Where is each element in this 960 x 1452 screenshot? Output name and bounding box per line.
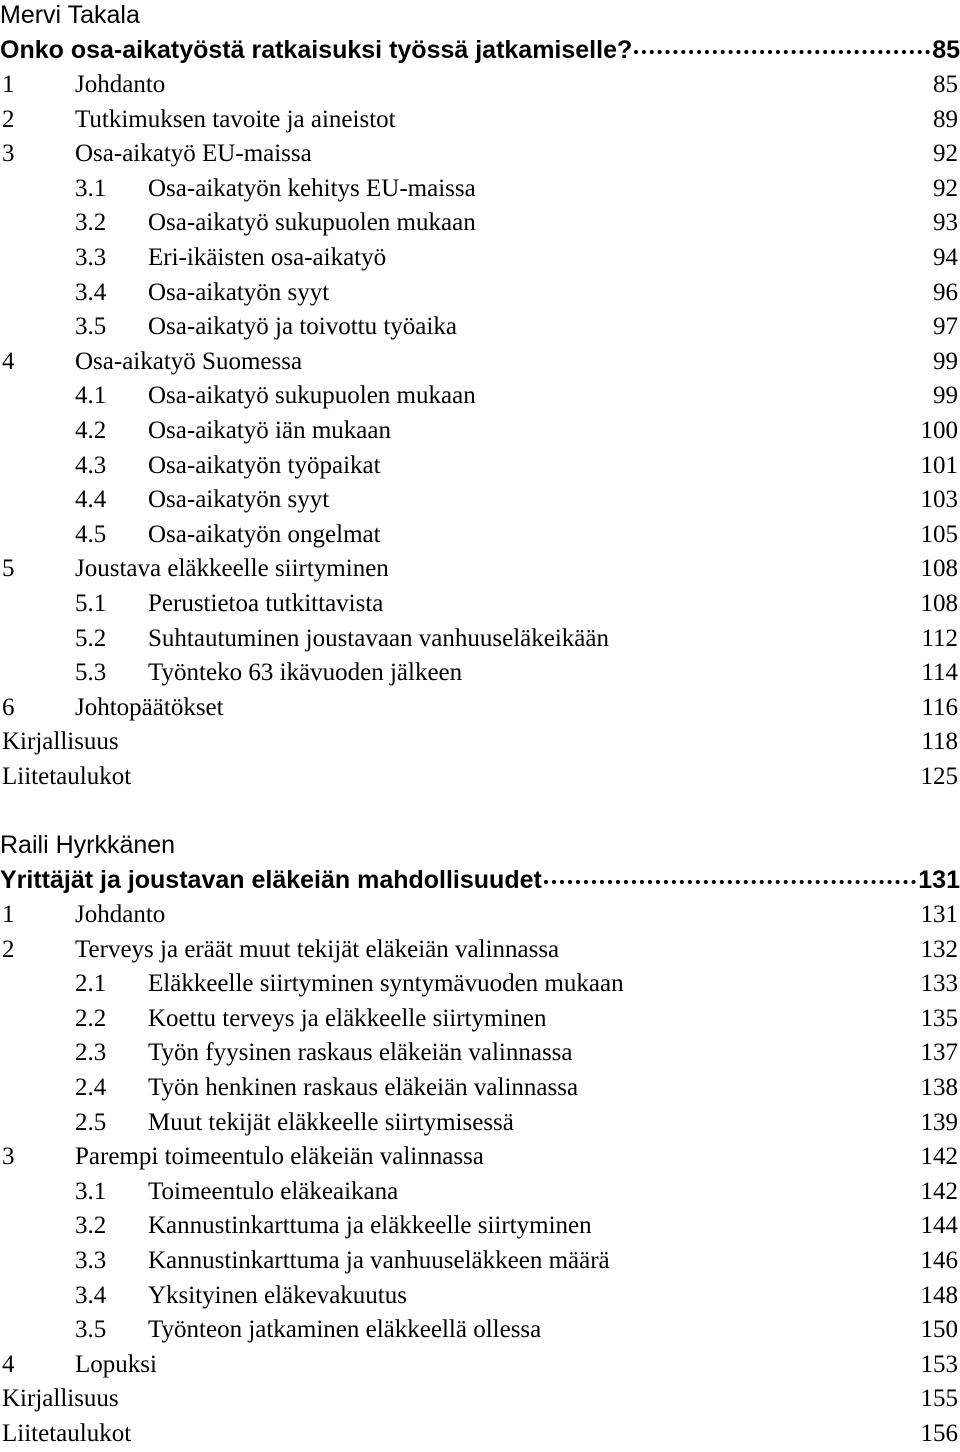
entry-label: Osa-aikatyön ongelmat — [148, 520, 381, 548]
entry-number: 3 — [2, 1143, 15, 1171]
entry-number: 2.2 — [75, 1004, 107, 1032]
entry-number: 6 — [2, 693, 15, 721]
entry-page-number: 92 — [933, 174, 958, 202]
entry-number: 2.4 — [75, 1073, 107, 1101]
entry-page-number: 94 — [933, 243, 958, 271]
entry-number: 3.2 — [75, 209, 107, 237]
entry-label: Muut tekijät eläkkeelle siirtymisessä — [148, 1108, 514, 1136]
entry-number: 1 — [2, 901, 15, 928]
entry-number: 5.2 — [75, 624, 107, 652]
entry-page-number: 155 — [920, 1385, 958, 1413]
section-title-page: 85 — [932, 36, 960, 64]
entry-page-number: 144 — [920, 1212, 958, 1240]
entry-number: 4.2 — [75, 416, 107, 444]
toc-entry[interactable] — [0, 1175, 960, 1210]
toc-entry[interactable] — [0, 656, 960, 691]
toc-section — [0, 830, 960, 1452]
entry-page-number: 103 — [920, 486, 958, 514]
entry-label: Terveys ja eräät muut tekijät eläkeiän valinnassa — [75, 935, 560, 963]
entry-page-number: 93 — [933, 209, 958, 237]
entry-page-number: 105 — [920, 520, 958, 548]
entry-number: 4.3 — [75, 451, 107, 479]
toc-entry[interactable] — [0, 587, 960, 622]
toc-entry[interactable] — [0, 725, 960, 760]
entry-page-number: 148 — [920, 1281, 958, 1309]
entry-label: Työn henkinen raskaus eläkeiän valinnassa — [148, 1073, 579, 1101]
toc-entry[interactable] — [0, 967, 960, 1002]
entry-number: 4.1 — [75, 382, 107, 410]
entry-label: Perustietoa tutkittavista — [148, 589, 384, 617]
entry-number: 5.1 — [75, 589, 107, 617]
entry-page-number: 142 — [920, 1177, 958, 1205]
entry-page-number: 85 — [933, 71, 958, 98]
toc-entry[interactable] — [0, 1071, 960, 1106]
entry-label: Osa-aikatyö Suomessa — [75, 347, 303, 375]
entry-label: Yksityinen eläkevakuutus — [148, 1281, 407, 1309]
entry-label: Osa-aikatyö sukupuolen mukaan — [148, 209, 476, 237]
entry-label: Johdanto — [75, 901, 166, 928]
toc-entry[interactable] — [0, 518, 960, 553]
entry-page-number: 138 — [920, 1073, 958, 1101]
entry-label: Toimeentulo eläkeaikana — [148, 1177, 399, 1205]
toc-entry[interactable] — [0, 622, 960, 657]
entry-page-number: 108 — [920, 589, 958, 617]
entry-number: 3.3 — [75, 243, 107, 271]
entry-number: 2 — [2, 105, 15, 133]
entry-number: 3 — [2, 140, 15, 168]
entry-label: Kannustinkarttuma ja eläkkeelle siirtyminen — [148, 1212, 592, 1240]
entry-label: Eläkkeelle siirtyminen syntymävuoden mukaan — [148, 970, 624, 998]
entry-page-number: 131 — [920, 901, 958, 928]
entry-page-number: 132 — [920, 935, 958, 963]
entry-label: Koettu terveys ja eläkkeelle siirtyminen — [148, 1004, 547, 1032]
entry-label: Tutkimuksen tavoite ja aineistot — [75, 105, 396, 133]
entry-number: 5.3 — [75, 659, 107, 687]
entry-label: Osa-aikatyö ja toivottu työaika — [148, 313, 457, 341]
section-author: Mervi Takala — [0, 1, 140, 29]
dot-leader — [544, 880, 916, 884]
entry-number: 2.3 — [75, 1039, 107, 1067]
entry-label: Työnteon jatkaminen eläkkeellä ollessa — [148, 1316, 542, 1344]
entry-page-number: 99 — [933, 382, 958, 410]
entry-number: 4 — [2, 347, 15, 375]
toc-entry[interactable] — [0, 414, 960, 449]
entry-page-number: 99 — [933, 347, 958, 375]
entry-label: Kirjallisuus — [2, 1385, 119, 1413]
toc-entry[interactable] — [0, 379, 960, 414]
toc-entry[interactable] — [0, 137, 960, 172]
section-author: Raili Hyrkkänen — [0, 831, 176, 859]
entry-label: Kirjallisuus — [2, 728, 119, 756]
toc-entry[interactable] — [0, 276, 960, 311]
toc-entry[interactable] — [0, 345, 960, 380]
entry-number: 4.5 — [75, 520, 107, 548]
entry-label: Joustava eläkkeelle siirtyminen — [75, 555, 389, 583]
toc-entry[interactable] — [0, 898, 960, 933]
section-title-row[interactable] — [0, 34, 960, 68]
entry-page-number: 118 — [921, 728, 958, 756]
entry-label: Eri-ikäisten osa-aikatyö — [148, 243, 387, 271]
entry-page-number: 89 — [933, 105, 958, 133]
toc-entry[interactable] — [0, 1348, 960, 1383]
toc-entry[interactable] — [0, 483, 960, 518]
entry-label: Parempi toimeentulo eläkeiän valinnassa — [75, 1143, 484, 1171]
toc-entry[interactable] — [0, 933, 960, 968]
toc-entry[interactable] — [0, 1313, 960, 1348]
entry-page-number: 97 — [933, 313, 958, 341]
entry-label: Liitetaulukot — [2, 762, 132, 790]
entry-page-number: 101 — [920, 451, 958, 479]
entry-label: Liitetaulukot — [2, 1419, 132, 1447]
section-title: Yrittäjät ja joustavan eläkeiän mahdollisuudet — [0, 866, 542, 894]
toc-entry[interactable] — [0, 1279, 960, 1314]
toc-entry[interactable] — [0, 1382, 960, 1417]
entry-label: Osa-aikatyön syyt — [148, 278, 330, 306]
section-title-row[interactable] — [0, 864, 960, 898]
toc-entry[interactable] — [0, 1106, 960, 1141]
entry-number: 4 — [2, 1350, 15, 1378]
entry-page-number: 133 — [920, 970, 958, 998]
toc-entry[interactable] — [0, 68, 960, 103]
entry-number: 3.4 — [75, 1281, 107, 1309]
toc-entry[interactable] — [0, 172, 960, 207]
entry-number: 3.1 — [75, 1177, 107, 1205]
entry-page-number: 100 — [920, 416, 958, 444]
toc-entry[interactable] — [0, 449, 960, 484]
toc-entry[interactable] — [0, 552, 960, 587]
entry-label: Työnteko 63 ikävuoden jälkeen — [148, 659, 463, 687]
entry-page-number: 150 — [920, 1316, 958, 1344]
entry-page-number: 114 — [921, 659, 958, 687]
entry-label: Suhtautuminen joustavaan vanhuuseläkeikään — [148, 624, 609, 652]
entry-page-number: 116 — [921, 693, 958, 721]
section-title: Onko osa-aikatyöstä ratkaisuksi työssä jatkamiselle? — [0, 36, 633, 64]
entry-number: 2 — [2, 935, 15, 963]
toc-entry[interactable] — [0, 1036, 960, 1071]
entry-label: Osa-aikatyön syyt — [148, 486, 330, 514]
entry-number: 2.5 — [75, 1108, 107, 1136]
toc-entry[interactable] — [0, 1244, 960, 1279]
entry-label: Osa-aikatyön kehitys EU-maissa — [148, 174, 476, 202]
entry-label: Johtopäätökset — [75, 693, 224, 721]
entry-page-number: 156 — [920, 1419, 958, 1447]
entry-label: Työn fyysinen raskaus eläkeiän valinnassa — [148, 1039, 573, 1067]
entry-label: Osa-aikatyön työpaikat — [148, 451, 381, 479]
section-title-page: 131 — [918, 866, 960, 894]
entry-label: Osa-aikatyö EU-maissa — [75, 140, 312, 168]
toc-entry[interactable] — [0, 103, 960, 138]
entry-page-number: 96 — [933, 278, 958, 306]
entry-page-number: 137 — [920, 1039, 958, 1067]
entry-number: 3.3 — [75, 1246, 107, 1274]
entry-number: 3.5 — [75, 1316, 107, 1344]
entry-page-number: 146 — [920, 1246, 958, 1274]
toc-entry[interactable] — [0, 206, 960, 241]
entry-label: Johdanto — [75, 71, 166, 98]
entry-label: Lopuksi — [75, 1350, 157, 1378]
entry-label: Osa-aikatyö iän mukaan — [148, 416, 391, 444]
entry-page-number: 139 — [920, 1108, 958, 1136]
entry-page-number: 112 — [921, 624, 958, 652]
entry-number: 3.5 — [75, 313, 107, 341]
toc-entry[interactable] — [0, 1002, 960, 1037]
entry-page-number: 135 — [920, 1004, 958, 1032]
dot-leader — [634, 50, 930, 54]
entry-number: 3.1 — [75, 174, 107, 202]
entry-page-number: 108 — [920, 555, 958, 583]
entry-page-number: 153 — [920, 1350, 958, 1378]
toc-entry[interactable] — [0, 1209, 960, 1244]
entry-number: 1 — [2, 71, 15, 98]
entry-number: 3.4 — [75, 278, 107, 306]
entry-number: 4.4 — [75, 486, 107, 514]
toc-entry[interactable] — [0, 241, 960, 276]
entry-label: Osa-aikatyö sukupuolen mukaan — [148, 382, 476, 410]
entry-page-number: 92 — [933, 140, 958, 168]
entry-page-number: 125 — [920, 762, 958, 790]
entry-page-number: 142 — [920, 1143, 958, 1171]
toc-entry[interactable] — [0, 310, 960, 345]
entry-number: 3.2 — [75, 1212, 107, 1240]
entry-number: 2.1 — [75, 970, 107, 998]
entry-label: Kannustinkarttuma ja vanhuuseläkkeen määrä — [148, 1246, 610, 1274]
toc-entry[interactable] — [0, 691, 960, 726]
toc-entry[interactable] — [0, 1417, 960, 1452]
entry-number: 5 — [2, 555, 15, 583]
toc-entry[interactable] — [0, 760, 960, 795]
toc-entry[interactable] — [0, 1140, 960, 1175]
